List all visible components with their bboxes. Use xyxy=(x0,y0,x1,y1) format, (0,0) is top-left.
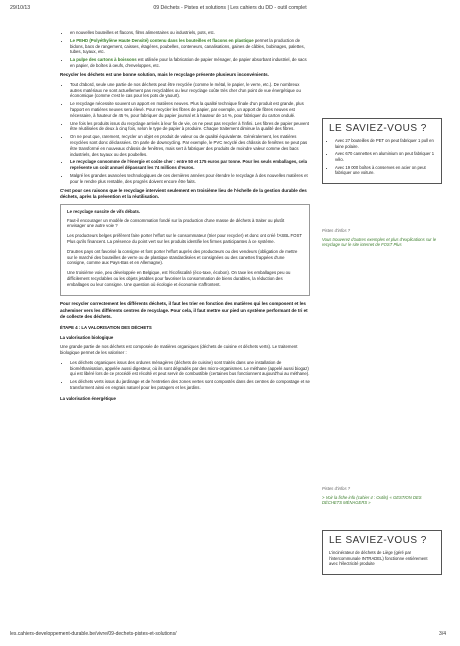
footer-url[interactable]: les.cahiers-developpement-durable.be/vivre/09-dechets-pistes-et-solutions/ xyxy=(10,631,177,637)
debate-box-title: Le recyclage suscite de vifs débats. xyxy=(67,208,141,214)
fost-plus-link[interactable]: Vous trouverez d'autres exemples et plus d'explications sur le recyclage sur le site internet de FOST Plus xyxy=(322,236,437,248)
page-number: 3/4 xyxy=(439,631,446,637)
raison-lead: C'est pour ces raisons que le recyclage intervient seulement en troisième lieu de l'échelle de la gestion durable des déchets, après la prévention et la réutilisation. xyxy=(60,187,307,199)
list-item: • Le recyclage nécessite souvent un apport en matières neuves. Plus la qualité technique finale d'un produit est grande, plus l'apport en matières neuves sera élevé. Pour recycler les fibres de papier, par exemple, un apport de fibres neuves est nécessaire, à hauteur de 45 %, pour fabriquer du papier journal et à hauteur de 14 %, pour fabriquer du carton ondulé. xyxy=(70,101,310,118)
saviez-vous-text: L'incinérateur de déchets de Liège (géré par l'intercommunale INTRADEL) fonctionne entièrement avec l'électricité produite xyxy=(329,550,428,567)
trier-lead: Pour recycler correctement les différents déchets, il faut les trier en fonction des matières qui les composent et les acheminer vers les différents centres de recyclage. Pour cela, il faut mettre sur pied un système performant de tri et de collecte des déchets. xyxy=(60,301,308,319)
recycler-lead: Recycler les déchets est une bonne solution, mais le recyclage présente plusieurs inconvénients. xyxy=(60,71,269,77)
list-item: • Avec 670 cannettes en aluminium on peut fabriquer 1 vélo. xyxy=(335,151,435,162)
page-header xyxy=(0,0,460,16)
pulpe-title: La pulpe des cartons à boissons xyxy=(70,57,137,63)
etape-heading: ÉTAPE 4 : LA VALORISATION DES DÉCHETS xyxy=(60,324,152,330)
intro-list xyxy=(60,30,310,69)
debate-paragraph: Faut-il encourager un modèle de consommation fondé sur la production d'une masse de déchets à traiter ou plutôt envisager une autre voie ? xyxy=(67,217,285,229)
list-item xyxy=(70,38,310,55)
list-item: • Malgré les grandes avancées technologiques de ces dernières années pour étendre le recyclage à des nouvelles matières et pour le rendre plus rentable, des progrès doivent encore être faits. xyxy=(70,173,310,185)
saviez-vous-box-2 xyxy=(322,530,442,575)
header-title: 09 Déchets - Pistes et solutions | Les cahiers du DD - outil complet xyxy=(153,5,307,11)
pehd-text: permet la production de bidons, bacs de rangement, caisses, étagères, poubelles, conteneurs, canalisations, gaines de câbles, bobinages, palettes, tubes, tuyaux, etc. xyxy=(70,37,305,55)
list-item: • Avec 27 bouteilles de PET on peut fabriquer 1 pull en laine polaire. xyxy=(335,138,435,149)
pistes-label: Pistes d'infos ? xyxy=(322,228,351,233)
list-item: • Avec 19 000 boîtes à conserves en acier on peut fabriquer une voiture. xyxy=(335,165,435,176)
pehd-title: Le PEHD (Polyéthylène Haute Densité) contenu dans les bouteilles et flacons en plastique xyxy=(70,37,254,43)
debate-paragraph: D'autres pays ont favorisé la consigne et font porter l'effort auprès des producteurs ou des vendeurs (obligation de mettre sur le marché des bouteilles de verre ou de plastique standardisées et consignées ou des canettes frappées d'une consigne, comme aux Pays-Bas et en Allemagne). xyxy=(67,248,298,266)
header-date: 29/10/13 xyxy=(10,5,31,11)
energy-heading: La valorisation énergétique xyxy=(60,395,116,401)
main-column xyxy=(60,30,310,405)
list-item: • Une fois les produits issus du recyclage arrivés à leur fin de vie, on ne peut pas recycler à l'infini. Les fibres de papier peuvent être réutilisées de deux à cinq fois, selon le type de papier à produire. Chaque traitement diminue la qualité des fibres. xyxy=(70,121,310,133)
pistes-infos-2 xyxy=(322,486,442,506)
pulpe-text: est utilisée pour la fabrication de papier ménager, de papier absorbant industriel, de sacs en papier, de boîtes à oeufs, d'enveloppes, etc. xyxy=(70,57,307,68)
debate-paragraph: Une troisième voie, peu développée en Belgique, est l'écofiscalité (éco-taxe, écobon). On taxe les emballages peu ou difficilement recyclables ou les objets jetables pour favoriser la consommation de biens durables, la réduction des emballages ou leur consigne. Une question où écologie et économie s'affrontent. xyxy=(67,270,291,287)
saviez-vous-title: LE SAVIEZ-VOUS ? xyxy=(329,123,427,134)
saviez-vous-box-1 xyxy=(322,118,442,184)
debate-box xyxy=(60,204,310,297)
list-item: • Le recyclage consomme de l'énergie et coûte cher : entre 50 et 175 euros par tonne. Pour les seuls emballages, cela représente un coût annuel dépassant les 74 millions d'euros. xyxy=(70,159,310,171)
pistes-infos-1 xyxy=(322,228,442,248)
list-item: • en nouvelles bouteilles et flacons, films alimentaires ou industriels, pots, etc. xyxy=(70,30,310,36)
debate-paragraph: Les producteurs belges préfèrent faire porter l'effort sur le consommateur (trier pour recycler) et donc ont créé l'ASBL FOST Plus qu'ils financent. La présence du point vert sur les produits identifie les firmes participantes à ce système. xyxy=(67,233,302,244)
recycle-list xyxy=(60,82,310,185)
list-item xyxy=(70,57,310,69)
list-item: • Les déchets verts issus du jardinage et de l'entretien des zones vertes sont compostés dans des centres de compostage et se transforment ainsi en engrais naturel pour les potagers et les jardins. xyxy=(70,379,310,391)
bio-text: Une grande partie de nos déchets est composée de matières organiques (déchets de cuisine et déchets verts). Le traitement biologique permet de les valoriser : xyxy=(60,344,298,356)
list-item: • Tout d'abord, seule une partie de nos déchets peut être recyclée (comme le métal, le papier, le verre, etc.). De nombreux autres matériaux ne sont actuellement pas recyclables ou leur recyclage coûte très cher d'un point de vue énergétique ou économique (comme c'est le cas pour les pots de yaourt). xyxy=(70,82,310,99)
list-item: • On ne peut que, rarement, recycler un objet en produit de valeur ou de qualité équivalente. Généralement, les matières recyclées sont donc déclassées. On parle de downcycling. Par exemple, le PVC recyclé des châssis de fenêtres ne peut pas être transformé en nouveaux châssis de fenêtres, mais sert à fabriquer des produits de moindre valeur comme des bacs industriels, des tuyaux ou des poubelles. xyxy=(70,134,310,157)
fiche-info-link[interactable]: > Voir la fiche info (cahier 4 : Outils) « GESTION DES DÉCHETS MÉNAGERS » xyxy=(322,494,422,506)
bio-list xyxy=(60,360,310,391)
bio-heading: La valorisation biologique xyxy=(60,335,114,341)
list-item: • Les déchets organiques issus des ordures ménagères (déchets de cuisine) sont traités dans une installation de biométhanisation, appelée aussi digesteur, où ils sont dégradés par des micro-organismes. Le méthane (appelé aussi biogaz) qui est libéré lors de ce procédé est récolté et peut servir de combustible (certaines bus fonctionnent aujourd'hui au méthane). xyxy=(70,360,310,377)
saviez-vous-title: LE SAVIEZ-VOUS ? xyxy=(329,535,427,546)
pistes-label: Pistes d'infos ? xyxy=(322,486,351,491)
